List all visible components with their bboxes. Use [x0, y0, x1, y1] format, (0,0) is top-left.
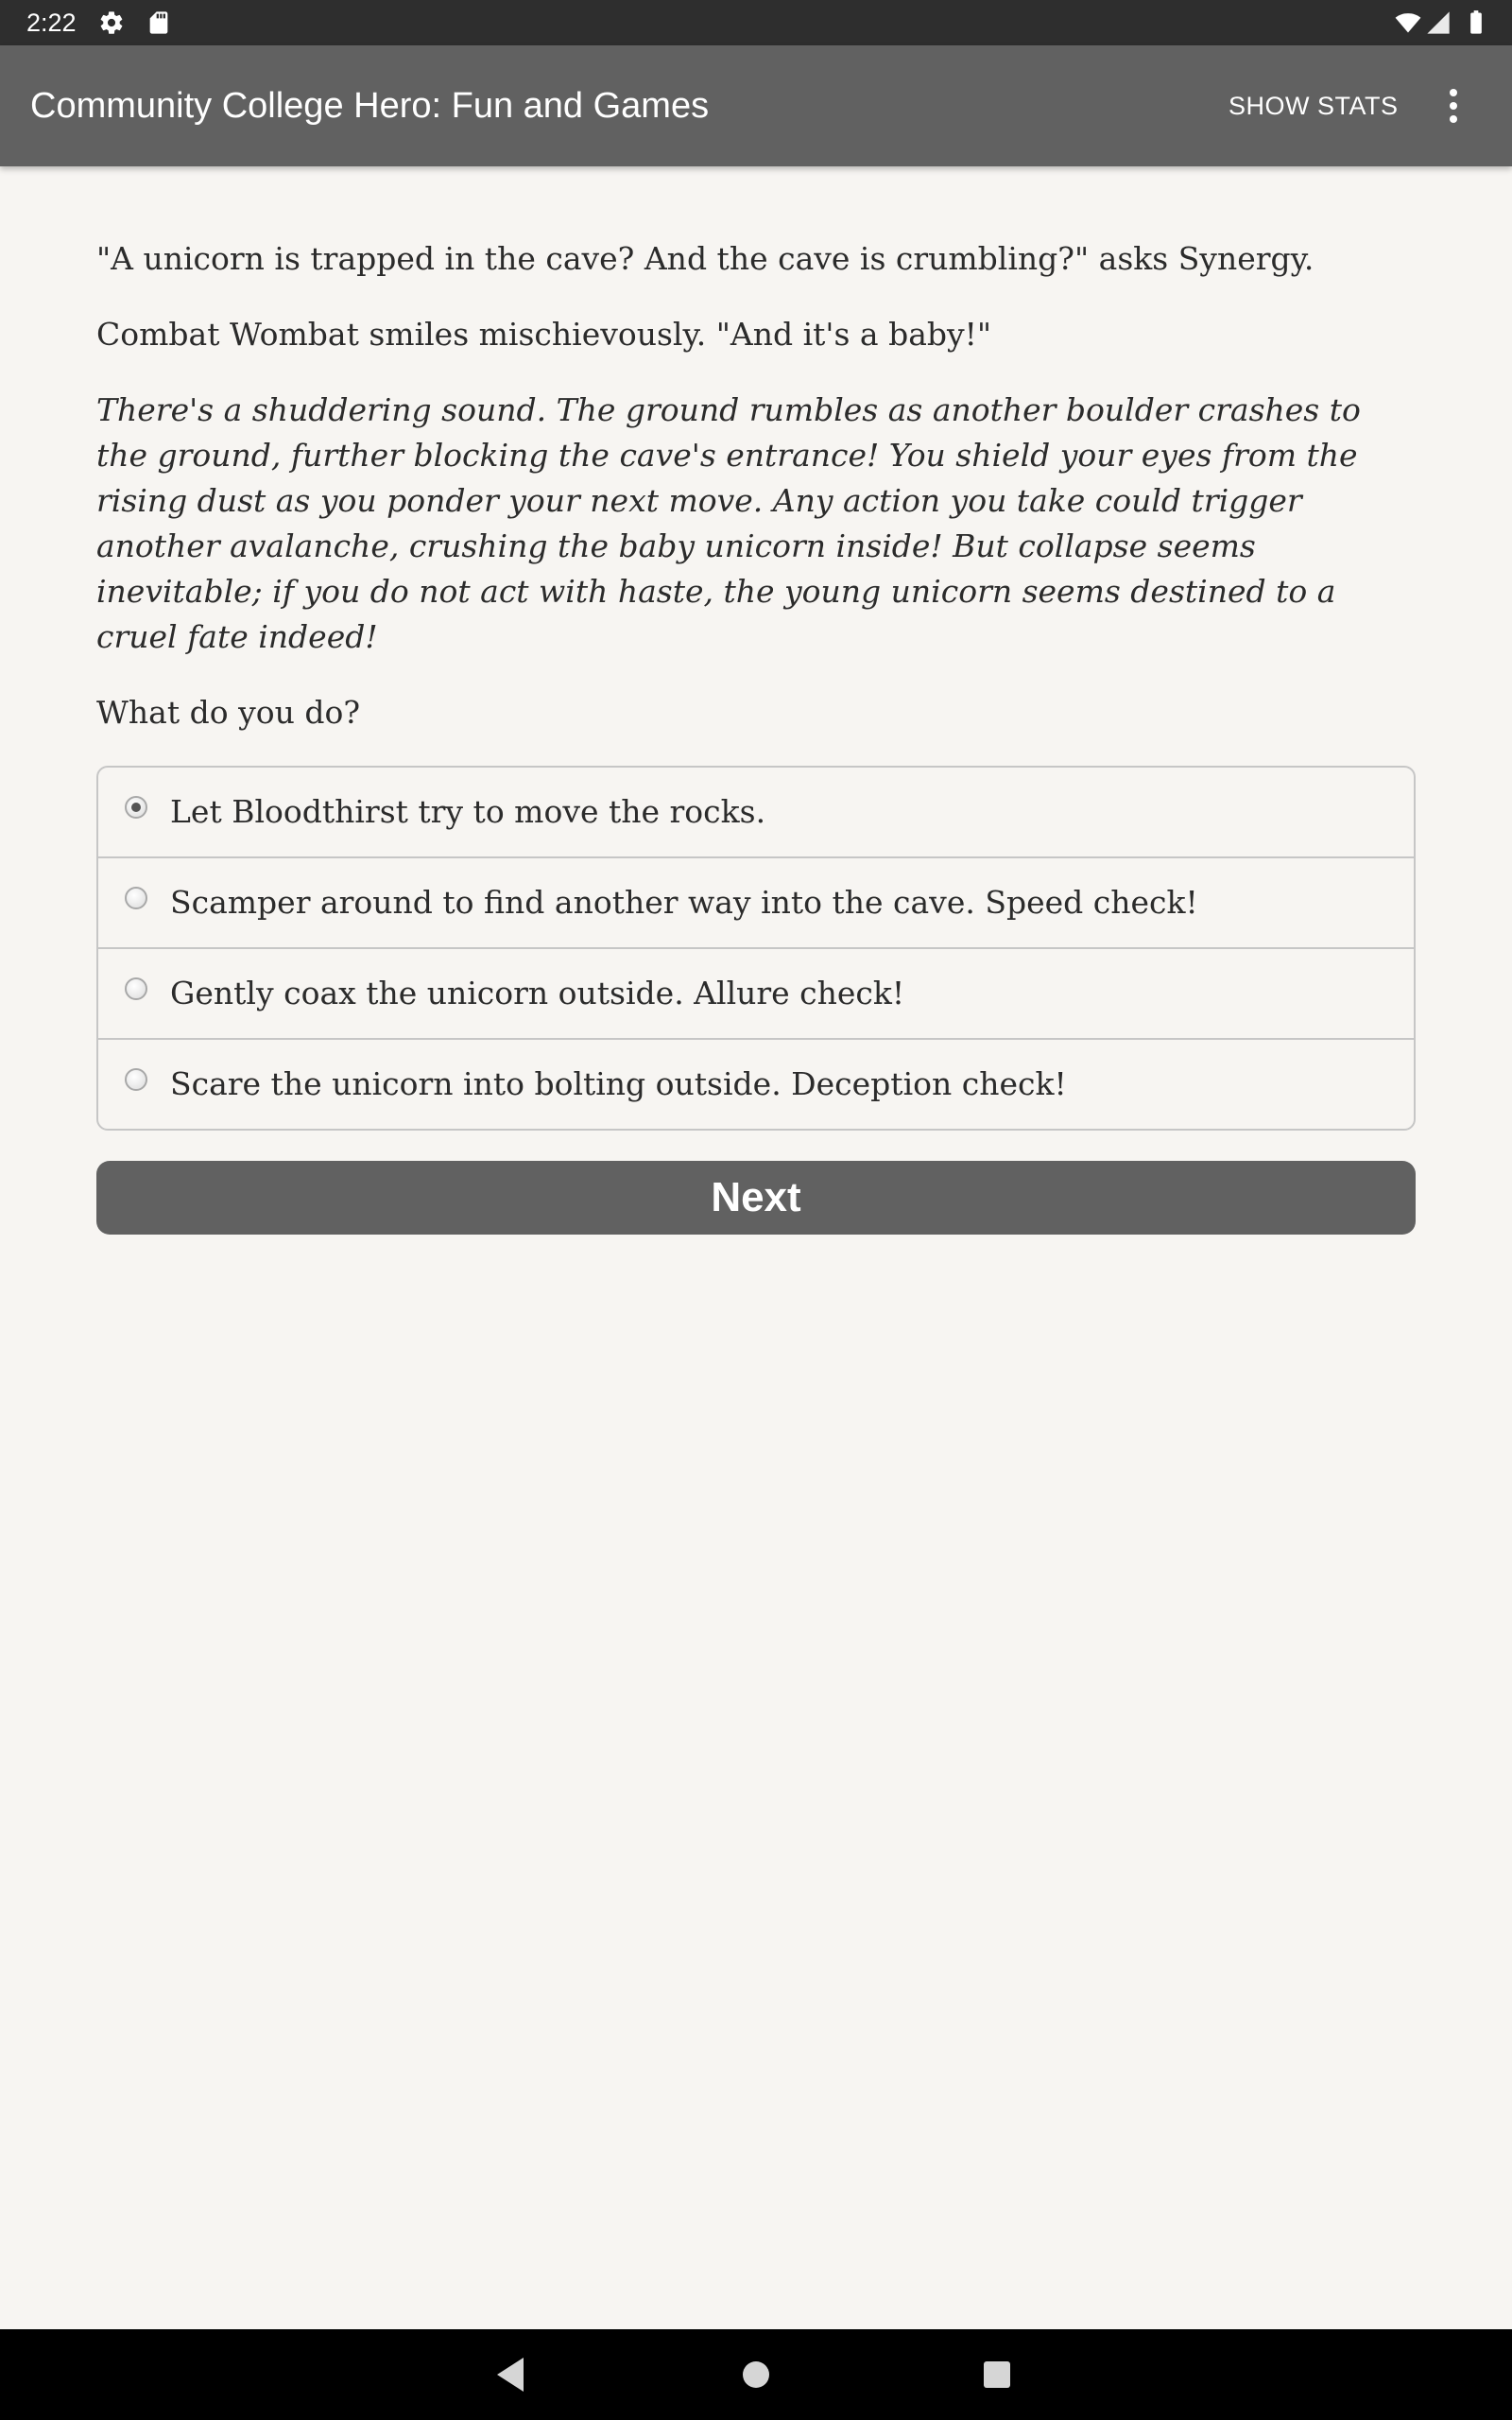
choice-label: Gently coax the unicorn outside. Allure check! — [170, 975, 905, 1011]
choice-option[interactable] — [98, 768, 1414, 856]
radio-button-selected[interactable] — [125, 796, 147, 819]
back-icon[interactable] — [490, 2352, 535, 2397]
choice-option[interactable] — [98, 856, 1414, 947]
next-button[interactable]: Next — [96, 1161, 1416, 1235]
show-stats-button[interactable]: SHOW STATS — [1228, 92, 1399, 120]
radio-button[interactable] — [125, 887, 147, 909]
radio-button[interactable] — [125, 1068, 147, 1091]
choice-list — [96, 766, 1416, 1131]
app-title: Community College Hero: Fun and Games — [30, 86, 710, 126]
home-icon[interactable] — [733, 2352, 779, 2397]
more-vertical-icon[interactable] — [1435, 85, 1472, 127]
recents-icon[interactable] — [974, 2352, 1020, 2397]
choice-option[interactable] — [98, 1038, 1414, 1129]
story-paragraph: There's a shuddering sound. The ground rumbles as another boulder crashes to the ground, further blocking the cave's entrance! You shield your eyes from the rising dust as you ponder your next move. Any action you take could trigger another avalanche, crushing the baby unicorn inside! But collapse seems inevitable; if you do not act with haste, the young unicorn seems destined to a cruel fate indeed! — [96, 391, 1361, 655]
app-bar — [0, 45, 1512, 166]
gear-icon — [98, 9, 125, 36]
choice-label: Let Bloodthirst try to move the rocks. — [170, 793, 766, 830]
status-time: 2:22 — [26, 9, 77, 37]
story-content — [96, 236, 1416, 1235]
choice-label: Scamper around to find another way into the cave. Speed check! — [170, 884, 1198, 921]
choice-label: Scare the unicorn into bolting outside. Deception check! — [170, 1065, 1067, 1102]
story-paragraph: Combat Wombat smiles mischievously. "And it's a baby!" — [96, 316, 992, 353]
choice-option[interactable] — [98, 947, 1414, 1038]
sd-card-icon — [146, 9, 172, 36]
navigation-bar — [0, 2329, 1512, 2420]
wifi-icon — [1395, 9, 1421, 36]
radio-button[interactable] — [125, 977, 147, 1000]
story-prompt: What do you do? — [96, 694, 361, 731]
battery-icon — [1463, 9, 1489, 36]
status-bar — [0, 0, 1512, 45]
signal-icon — [1425, 9, 1452, 36]
story-paragraph: "A unicorn is trapped in the cave? And the cave is crumbling?" asks Synergy. — [96, 240, 1314, 277]
